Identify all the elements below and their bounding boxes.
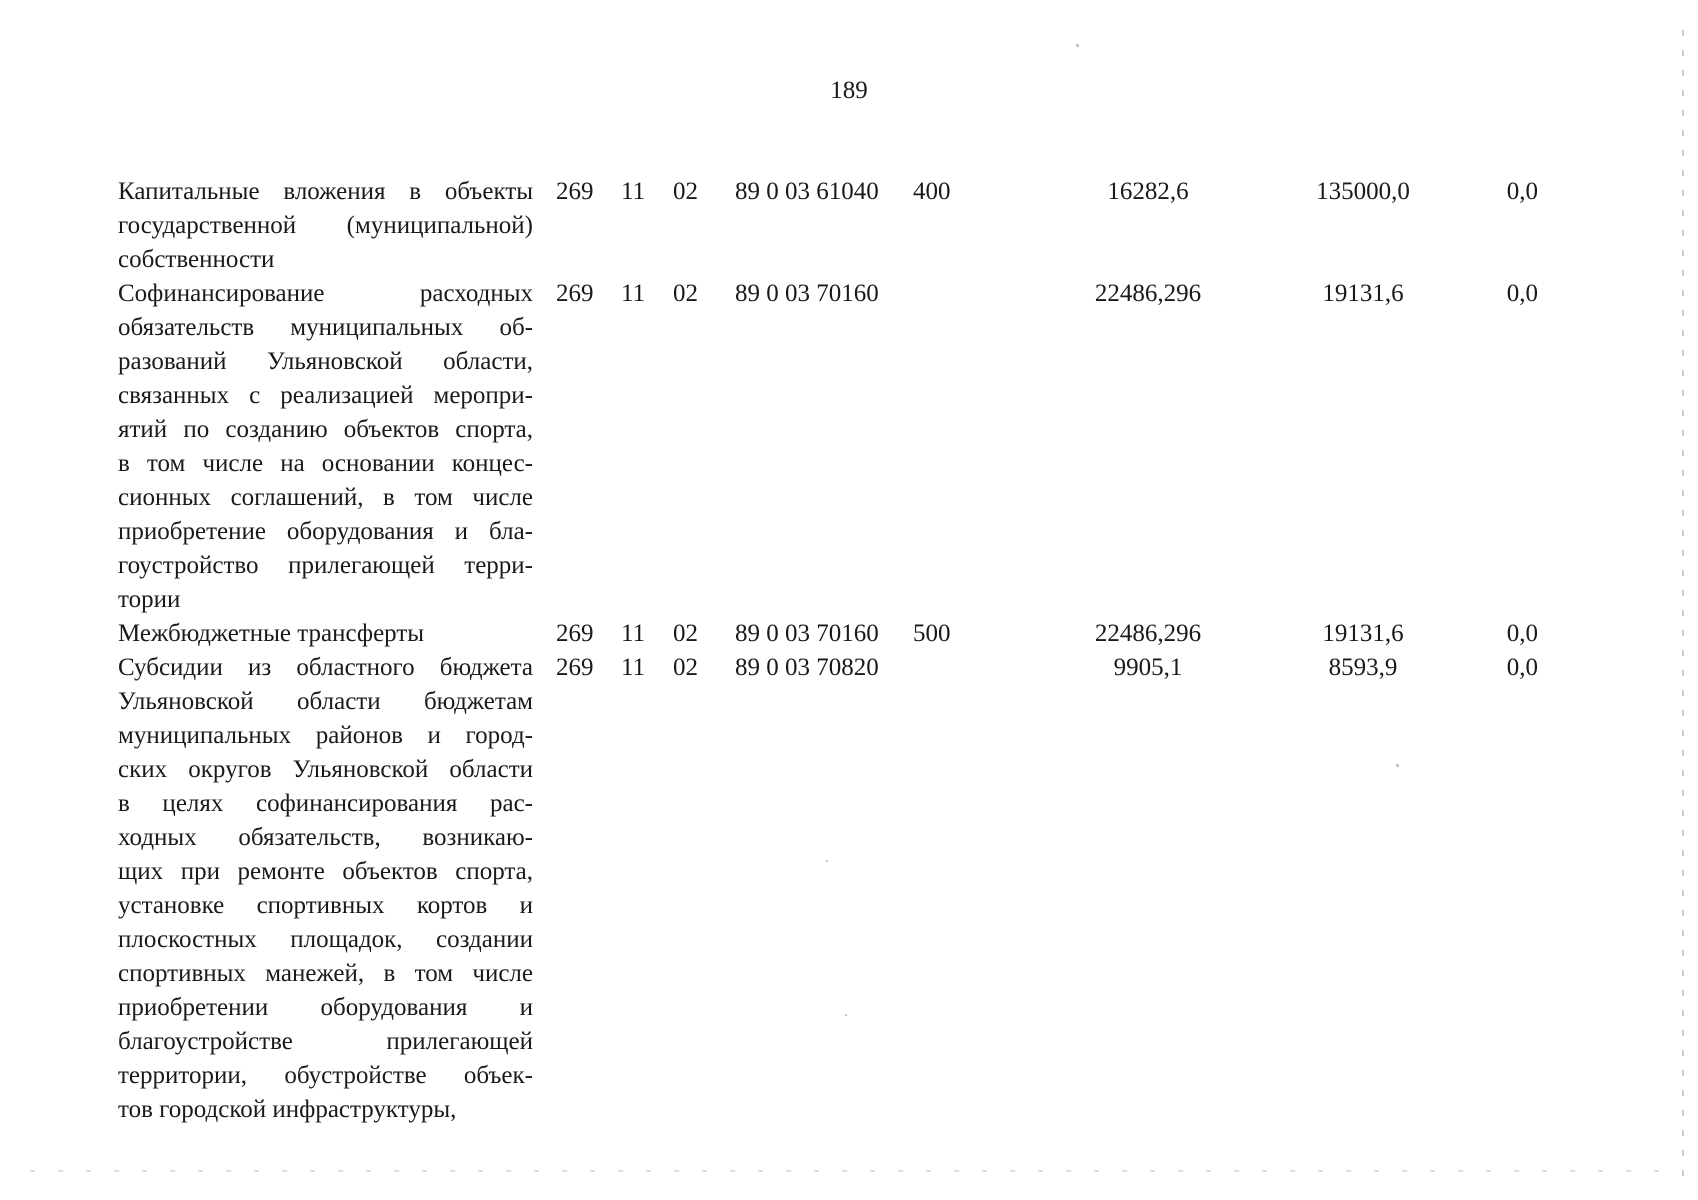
description-line: территории, обустройстве объек- (118, 1062, 533, 1089)
description-line: ходных обязательств, возникаю- (118, 824, 533, 851)
target-article-cell: 89 0 03 61040 (735, 178, 879, 205)
scan-dot (1076, 44, 1079, 47)
description-line: собственности (118, 246, 275, 273)
row-description (118, 277, 533, 617)
amount-year3-cell: 0,0 (1506, 280, 1538, 307)
description-line: тов городской инфраструктуры, (118, 1096, 457, 1123)
grbs-cell: 269 (556, 280, 594, 307)
page-number: 189 (830, 77, 868, 104)
amount-year1-cell: 22486,296 (1094, 280, 1202, 307)
subsection-cell: 02 (673, 620, 698, 647)
scan-dot (1396, 764, 1399, 767)
grbs-cell: 269 (556, 654, 594, 681)
description-line: тории (118, 586, 181, 613)
amount-year3-cell: 0,0 (1506, 178, 1538, 205)
row-description (118, 651, 533, 1127)
description-line: государственной (муниципальной) (118, 212, 533, 239)
scan-bottom-artifact (30, 1170, 1670, 1172)
description-line: Субсидии из областного бюджета (118, 654, 533, 681)
target-article-cell: 89 0 03 70160 (735, 620, 879, 647)
target-article-cell: 89 0 03 70160 (735, 280, 879, 307)
subsection-cell: 02 (673, 178, 698, 205)
description-line: спортивных манежей, в том числе (118, 960, 533, 987)
row-description (118, 175, 533, 277)
description-line: гоустройство прилегающей терри- (118, 552, 533, 579)
subsection-cell: 02 (673, 654, 698, 681)
table-row (118, 617, 1538, 651)
description-line: плоскостных площадок, создании (118, 926, 533, 953)
description-line: установке спортивных кортов и (118, 892, 533, 919)
description-line: приобретение оборудования и бла- (118, 518, 533, 545)
amount-year3-cell: 0,0 (1506, 620, 1538, 647)
table-row (118, 175, 1538, 277)
table-row (118, 651, 1538, 1127)
description-line: приобретении оборудования и (118, 994, 533, 1021)
description-line: благоустройстве прилегающей (118, 1028, 533, 1055)
scan-dot (826, 860, 828, 862)
row-description (118, 617, 533, 651)
amount-year2-cell: 19131,6 (1322, 620, 1404, 647)
description-line: муниципальных районов и город- (118, 722, 533, 749)
amount-year1-cell: 16282,6 (1107, 178, 1189, 205)
description-line: в целях софинансирования рас- (118, 790, 533, 817)
section-cell: 11 (621, 178, 646, 205)
amount-year1-cell: 9905,1 (1113, 654, 1183, 681)
description-line: Межбюджетные трансферты (118, 620, 425, 647)
scan-edge-artifact (1682, 30, 1684, 1190)
description-line: ятий по созданию объектов спорта, (118, 416, 533, 443)
description-line: сионных соглашений, в том числе (118, 484, 533, 511)
amount-year2-cell: 135000,0 (1316, 178, 1410, 205)
expense-type-cell: 400 (913, 178, 951, 205)
amount-year2-cell: 19131,6 (1322, 280, 1404, 307)
amount-year3-cell: 0,0 (1506, 654, 1538, 681)
target-article-cell: 89 0 03 70820 (735, 654, 879, 681)
grbs-cell: 269 (556, 620, 594, 647)
description-line: Ульяновской области бюджетам (118, 688, 533, 715)
description-line: разований Ульяновской области, (118, 348, 533, 375)
section-cell: 11 (621, 654, 646, 681)
scan-dot (845, 1014, 847, 1016)
section-cell: 11 (621, 620, 646, 647)
description-line: Капитальные вложения в объекты (118, 178, 533, 205)
description-line: Софинансирование расходных (118, 280, 533, 307)
grbs-cell: 269 (556, 178, 594, 205)
budget-table (118, 175, 1538, 1127)
table-row (118, 277, 1538, 617)
expense-type-cell: 500 (913, 620, 951, 647)
description-line: щих при ремонте объектов спорта, (118, 858, 533, 885)
description-line: обязательств муниципальных об- (118, 314, 533, 341)
amount-year1-cell: 22486,296 (1094, 620, 1202, 647)
description-line: связанных с реализацией меропри- (118, 382, 533, 409)
description-line: в том числе на основании концес- (118, 450, 533, 477)
subsection-cell: 02 (673, 280, 698, 307)
description-line: ских округов Ульяновской области (118, 756, 533, 783)
section-cell: 11 (621, 280, 646, 307)
amount-year2-cell: 8593,9 (1328, 654, 1398, 681)
